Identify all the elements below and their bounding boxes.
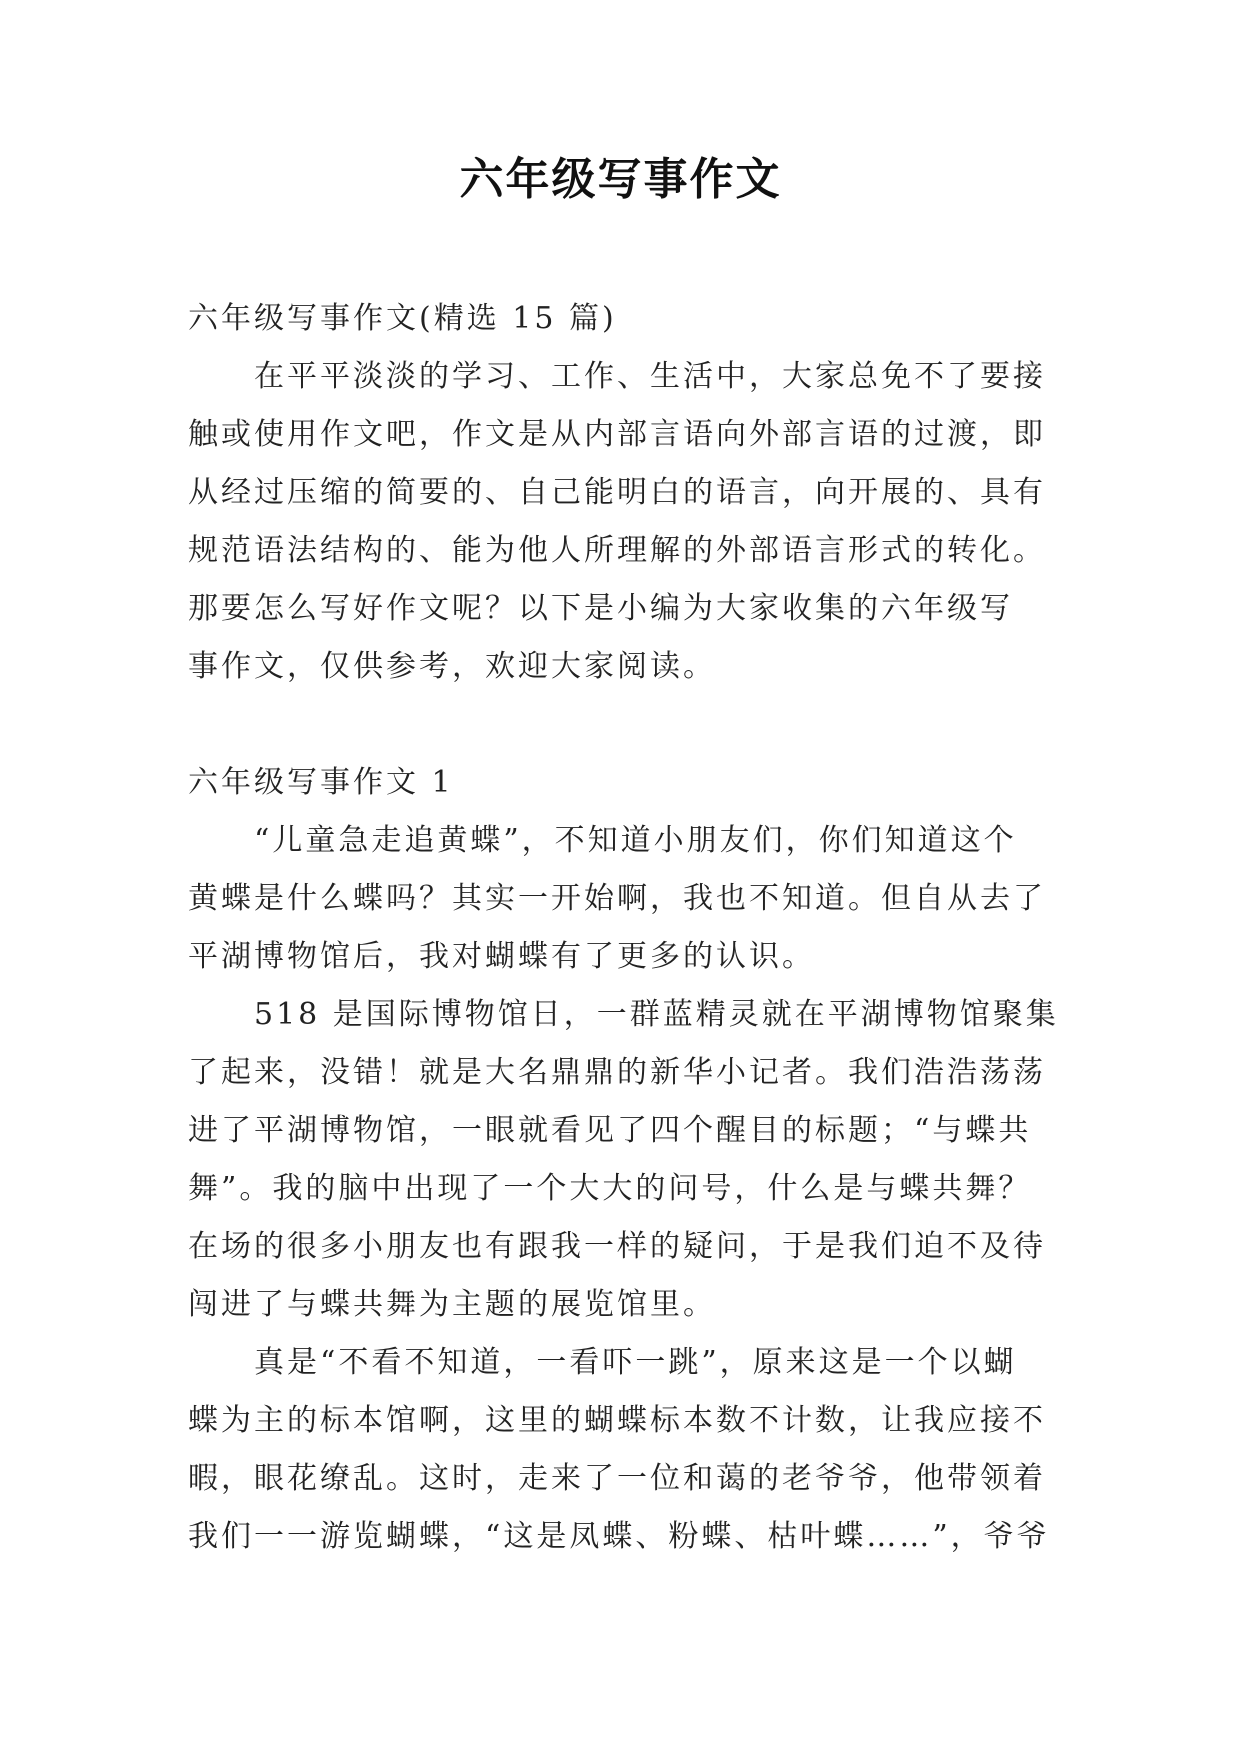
- intro-line: 事作文，仅供参考，欢迎大家阅读。: [188, 649, 716, 684]
- paragraph2-line: 了起来，没错！就是大名鼎鼎的新华小记者。我们浩浩荡荡: [188, 1055, 1046, 1090]
- intro-line: 从经过压缩的简要的、自己能明白的语言，向开展的、具有: [188, 475, 1046, 510]
- paragraph3-line: 蝶为主的标本馆啊，这里的蝴蝶标本数不计数，让我应接不: [188, 1403, 1046, 1438]
- paragraph3-line: 暇，眼花缭乱。这时，走来了一位和蔼的老爷爷，他带领着: [188, 1461, 1046, 1496]
- document-body: [188, 290, 1058, 1566]
- paragraph1-line: 平湖博物馆后，我对蝴蝶有了更多的认识。: [188, 939, 815, 974]
- section-heading: 六年级写事作文 1: [188, 765, 454, 800]
- paragraph1-line: “儿童急走追黄蝶”，不知道小朋友们，你们知道这个: [254, 823, 1017, 858]
- paragraph2-line: 在场的很多小朋友也有跟我一样的疑问，于是我们迫不及待: [188, 1229, 1046, 1264]
- intro-line: 规范语法结构的、能为他人所理解的外部语言形式的转化。: [188, 533, 1046, 568]
- intro-line: 那要怎么写好作文呢？以下是小编为大家收集的六年级写: [188, 591, 1013, 626]
- paragraph2-line: 舞”。我的脑中出现了一个大大的问号，什么是与蝶共舞？: [188, 1171, 1032, 1206]
- paragraph2-line: 闯进了与蝶共舞为主题的展览馆里。: [188, 1287, 716, 1322]
- paragraph3-line: 真是“不看不知道，一看吓一跳”，原来这是一个以蝴: [254, 1345, 1017, 1380]
- intro-line: 在平平淡淡的学习、工作、生活中，大家总免不了要接: [254, 359, 1046, 394]
- paragraph1-line: 黄蝶是什么蝶吗？其实一开始啊，我也不知道。但自从去了: [188, 881, 1046, 916]
- intro-line: 触或使用作文吧，作文是从内部言语向外部言语的过渡，即: [188, 417, 1046, 452]
- paragraph2-line: 518 是国际博物馆日，一群蓝精灵就在平湖博物馆聚集: [254, 997, 1059, 1032]
- document-title: 六年级写事作文: [459, 154, 782, 205]
- paragraph2-line: 进了平湖博物馆，一眼就看见了四个醒目的标题；“与蝶共: [188, 1113, 1032, 1148]
- paragraph3-line: 我们一一游览蝴蝶，“这是凤蝶、粉蝶、枯叶蝶……”，爷爷: [188, 1519, 1050, 1554]
- document-subtitle: 六年级写事作文(精选 15 篇): [188, 301, 617, 336]
- paragraph-gap: [188, 696, 1058, 754]
